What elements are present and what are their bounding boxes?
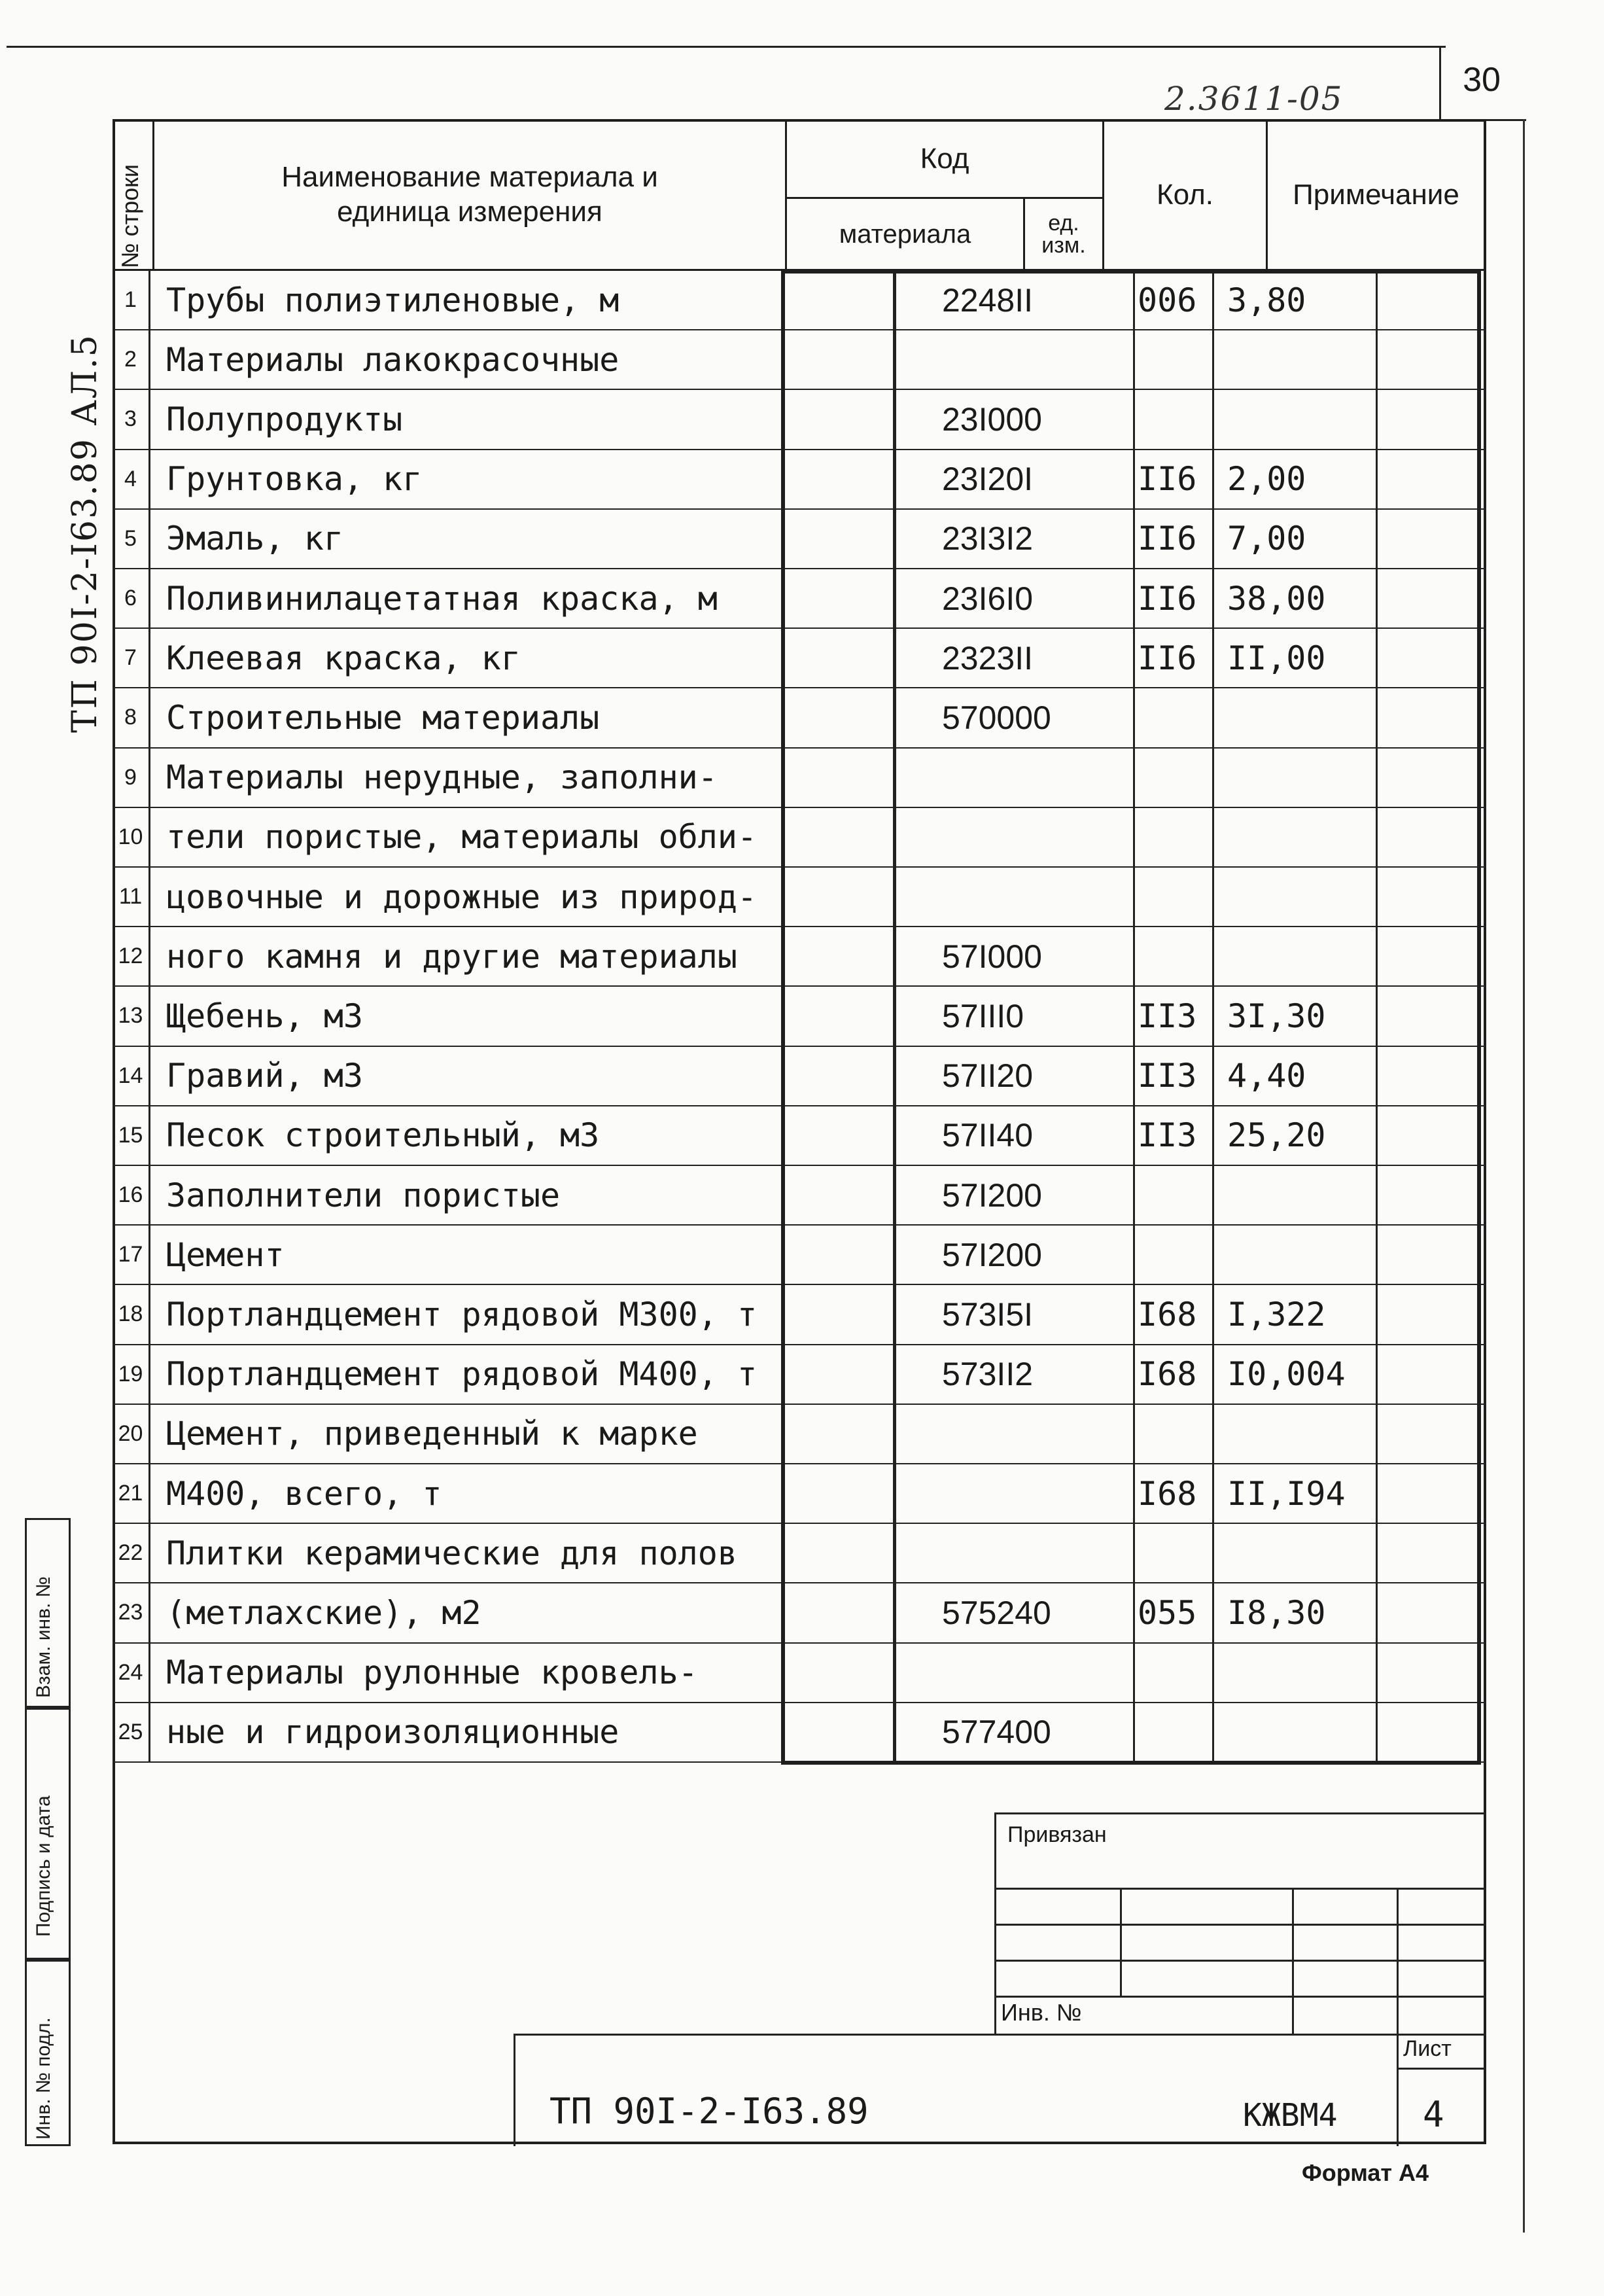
material-code: 575240 <box>896 1583 1135 1642</box>
list-label: Лист <box>1403 2036 1452 2061</box>
tb-line <box>994 1960 1486 1962</box>
quantity: 25,20 <box>1214 1106 1378 1165</box>
material-code: 23I6I0 <box>896 569 1135 627</box>
material-name: Плитки керамические для полов <box>150 1524 896 1582</box>
unit-code: I68 <box>1135 1345 1214 1404</box>
material-name: ные и гидроизоляционные <box>150 1703 896 1761</box>
row-number: 4 <box>113 450 150 508</box>
quantity: 7,00 <box>1214 510 1378 568</box>
row-number: 19 <box>113 1345 150 1404</box>
row-number: 3 <box>113 390 150 448</box>
material-code: 2248II <box>896 271 1135 329</box>
unit-code: II6 <box>1135 510 1214 568</box>
material-name: Трубы полиэтиленовые, м <box>150 271 896 329</box>
row-number: 11 <box>113 868 150 926</box>
quantity: 3,80 <box>1214 271 1378 329</box>
privyazan-label: Привязан <box>1007 1822 1107 1847</box>
material-name: Эмаль, кг <box>150 510 896 568</box>
tb-line <box>994 1924 1486 1926</box>
row-number: 12 <box>113 927 150 985</box>
format-label: Формат А4 <box>1302 2159 1429 2186</box>
material-code: 57II20 <box>896 1047 1135 1105</box>
sheet-number: 4 <box>1423 2094 1444 2135</box>
material-code: 2323II <box>896 629 1135 687</box>
unit-code: II3 <box>1135 1047 1214 1105</box>
row-number: 21 <box>113 1464 150 1523</box>
row-number: 17 <box>113 1226 150 1284</box>
quantity: II,I94 <box>1214 1464 1378 1523</box>
row-number: 5 <box>113 510 150 568</box>
material-name: Материалы лакокрасочные <box>150 330 896 389</box>
unit-code: 055 <box>1135 1583 1214 1642</box>
unit-code: I68 <box>1135 1285 1214 1343</box>
unit-code: 006 <box>1135 271 1214 329</box>
material-code: 57III0 <box>896 987 1135 1045</box>
header-name: Наименование материала и единица измерения <box>152 119 787 271</box>
material-name: Портландцемент рядовой М300, т <box>150 1285 896 1343</box>
row-number: 18 <box>113 1285 150 1343</box>
inv-no-label: Инв. № <box>1001 1999 1082 2026</box>
stamp-zam-inv: Взам. инв. № <box>33 1576 54 1698</box>
header-note: Примечание <box>1266 119 1486 271</box>
material-name: Песок строительный, м3 <box>150 1106 896 1165</box>
quantity: I0,004 <box>1214 1345 1378 1404</box>
tb-line <box>1397 1888 1399 2146</box>
row-number: 2 <box>113 330 150 389</box>
tb-line <box>994 1812 1486 1814</box>
page-number: 30 <box>1463 61 1501 99</box>
material-code: 23I000 <box>896 390 1135 448</box>
material-name: Полупродукты <box>150 390 896 448</box>
material-name: Гравий, м3 <box>150 1047 896 1105</box>
top-border-line <box>7 46 1446 48</box>
row-number: 24 <box>113 1644 150 1702</box>
unit-code: II6 <box>1135 629 1214 687</box>
tb-line <box>994 1888 1486 1890</box>
row-number: 14 <box>113 1047 150 1105</box>
quantity: 2,00 <box>1214 450 1378 508</box>
tb-line <box>514 2034 515 2146</box>
unit-code: II6 <box>1135 450 1214 508</box>
header-code-unit: ед. изм. <box>1023 197 1104 271</box>
unit-code: II3 <box>1135 987 1214 1045</box>
unit-code: I68 <box>1135 1464 1214 1523</box>
material-code: 573I5I <box>896 1285 1135 1343</box>
row-number: 13 <box>113 987 150 1045</box>
doc-mark: КЖВМ4 <box>1243 2097 1338 2134</box>
tb-line <box>1292 1888 1294 2035</box>
row-number: 1 <box>113 271 150 329</box>
material-code: 577400 <box>896 1703 1135 1761</box>
doc-code: ТП 90I-2-I63.89 <box>549 2091 869 2132</box>
row-number: 20 <box>113 1405 150 1463</box>
handwritten-number: 2.3611-05 <box>1164 80 1344 118</box>
tb-line <box>1120 1888 1122 1996</box>
header-code-group: Код <box>785 119 1104 199</box>
material-name: Цемент <box>150 1226 896 1284</box>
row-number: 23 <box>113 1583 150 1642</box>
header-code-material: материала <box>785 197 1025 271</box>
tb-line <box>1397 2068 1486 2070</box>
row-number: 16 <box>113 1166 150 1224</box>
material-name: (метлахские), м2 <box>150 1583 896 1642</box>
quantity: I,322 <box>1214 1285 1378 1343</box>
tb-line <box>994 1996 1486 1998</box>
row-number: 8 <box>113 688 150 747</box>
header-row-no: № строки <box>116 164 143 268</box>
stamp-podpis: Подпись и дата <box>33 1795 54 1937</box>
material-name: Материалы рулонные кровель- <box>150 1644 896 1702</box>
material-code: 57I200 <box>896 1226 1135 1284</box>
quantity: 4,40 <box>1214 1047 1378 1105</box>
tb-line <box>514 2034 1486 2036</box>
material-code: 573II2 <box>896 1345 1135 1404</box>
row-number: 9 <box>113 749 150 807</box>
quantity: I8,30 <box>1214 1583 1378 1642</box>
material-name: ного камня и другие материалы <box>150 927 896 985</box>
quantity: 3I,30 <box>1214 987 1378 1045</box>
material-name: Портландцемент рядовой М400, т <box>150 1345 896 1404</box>
material-code: 570000 <box>896 688 1135 747</box>
material-name: цовочные и дорожные из природ- <box>150 868 896 926</box>
row-number: 15 <box>113 1106 150 1165</box>
material-name: тели пористые, материалы обли- <box>150 808 896 866</box>
material-name: Строительные материалы <box>150 688 896 747</box>
row-number: 25 <box>113 1703 150 1761</box>
material-name: Заполнители пористые <box>150 1166 896 1224</box>
material-code: 23I20I <box>896 450 1135 508</box>
row-number: 6 <box>113 569 150 627</box>
header-qty: Кол. <box>1102 119 1268 271</box>
table-body-outline <box>781 270 1481 1765</box>
material-code: 23I3I2 <box>896 510 1135 568</box>
row-number: 10 <box>113 808 150 866</box>
row-number: 22 <box>113 1524 150 1582</box>
stamp-inv-podl: Инв. № подл. <box>33 2017 54 2140</box>
material-name: Цемент, приведенный к марке <box>150 1405 896 1463</box>
material-code: 57I200 <box>896 1166 1135 1224</box>
material-name: Клеевая краска, кг <box>150 629 896 687</box>
unit-code: II3 <box>1135 1106 1214 1165</box>
material-name: Щебень, м3 <box>150 987 896 1045</box>
material-name: Материалы нерудные, заполни- <box>150 749 896 807</box>
material-code: 57II40 <box>896 1106 1135 1165</box>
row-number: 7 <box>113 629 150 687</box>
material-code: 57I000 <box>896 927 1135 985</box>
material-name: М400, всего, т <box>150 1464 896 1523</box>
material-name: Грунтовка, кг <box>150 450 896 508</box>
unit-code: II6 <box>1135 569 1214 627</box>
quantity: II,00 <box>1214 629 1378 687</box>
material-name: Поливинилацетатная краска, м <box>150 569 896 627</box>
quantity: 38,00 <box>1214 569 1378 627</box>
right-margin-line <box>1523 119 1525 2233</box>
side-designation: ТП 90I-2-I63.89 АЛ.5 <box>65 334 105 733</box>
